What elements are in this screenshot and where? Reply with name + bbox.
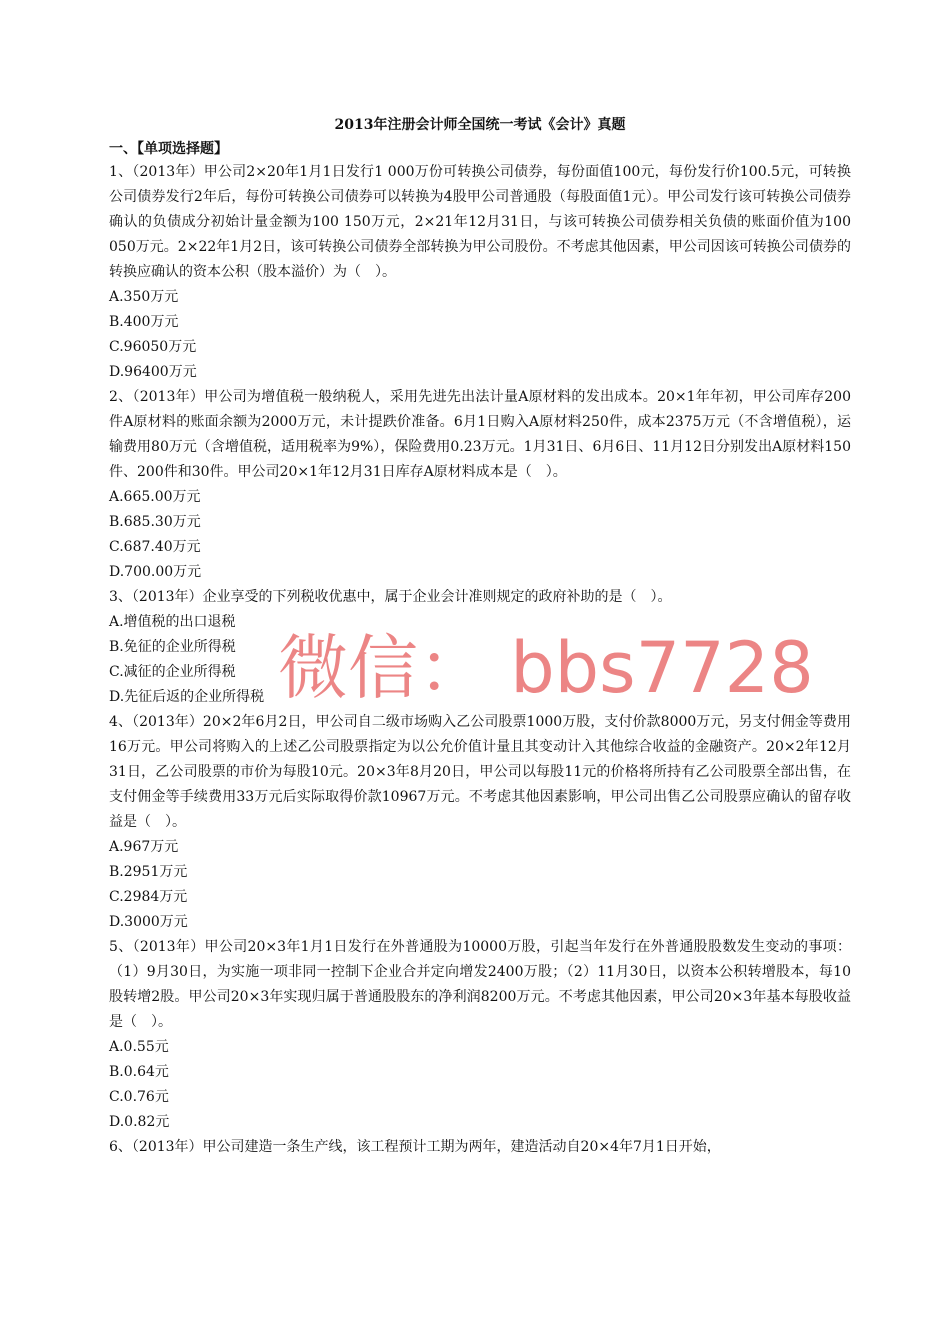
question-1 [109, 160, 851, 385]
option-b: B.400万元 [109, 314, 179, 330]
watermark: 微信： bbs7728 [278, 627, 814, 709]
option-a: A.增值税的出口退税 [109, 614, 236, 630]
question-text: 4、（2013年）20×2年6月2日，甲公司自二级市场购入乙公司股票1000万股，支付价款8000万元，另支付佣金等费用16万元。甲公司将购入的上述乙公司股票指定为以公允价值计量且其变动计入其他综合收益的金融资产。20×2年12月31日，乙公司股票的市价为每股10元。20×3年8月20日，甲公司以每股11元的价格将所持有乙公司股票全部出售，在支付佣金等手续费用33万元后实际取得价款10967万元。不考虑其他因素影响，甲公司出售乙公司股票应确认的留存收益是（ ）。 [109, 714, 851, 830]
question-4 [109, 710, 851, 935]
option-b: B.免征的企业所得税 [109, 639, 236, 655]
question-3 [109, 585, 851, 710]
document-page [109, 113, 851, 1160]
option-a: A.350万元 [109, 289, 179, 305]
option-b: B.685.30万元 [109, 514, 201, 530]
question-text: 3、（2013年）企业享受的下列税收优惠中，属于企业会计准则规定的政府补助的是（ ）。 [109, 589, 672, 605]
option-c: C.96050万元 [109, 339, 197, 355]
section-heading: 一、【单项选择题】 [109, 141, 228, 157]
option-a: A.665.00万元 [109, 489, 201, 505]
option-d: D.先征后返的企业所得税 [109, 689, 265, 705]
question-text: 2、（2013年）甲公司为增值税一般纳税人，采用先进先出法计量A原材料的发出成本。20×1年年初，甲公司库存200件A原材料的账面余额为2000万元，未计提跌价准备。6月1日购入A原材料250件，成本2375万元（不含增值税），运输费用80万元（含增值税，适用税率为9%），保险费用0.23万元。1月31日、6月6日、11月12日分别发出A原材料150件、200件和30件。甲公司20×1年12月31日库存A原材料成本是（ ）。 [109, 389, 851, 480]
option-b: B.0.64元 [109, 1064, 169, 1080]
question-2 [109, 385, 851, 585]
option-c: C.2984万元 [109, 889, 188, 905]
option-d: D.700.00万元 [109, 564, 202, 580]
option-b: B.2951万元 [109, 864, 188, 880]
option-a: A.0.55元 [109, 1039, 169, 1055]
question-5 [109, 935, 851, 1135]
option-c: C.0.76元 [109, 1089, 169, 1105]
option-d: D.0.82元 [109, 1114, 170, 1130]
page-title: 2013年注册会计师全国统一考试《会计》真题 [334, 117, 626, 133]
option-a: A.967万元 [109, 839, 179, 855]
question-text: 6、（2013年）甲公司建造一条生产线，该工程预计工期为两年，建造活动自20×4年7月1日开始， [109, 1139, 721, 1155]
question-text: 5、（2013年）甲公司20×3年1月1日发行在外普通股为10000万股，引起当年发行在外普通股股数发生变动的事项：（1）9月30日，为实施一项非同一控制下企业合并定向增发2400万股；（2）11月30日，以资本公积转增股本，每10股转增2股。甲公司20×3年实现归属于普通股股东的净利润8200万元。不考虑其他因素，甲公司20×3年基本每股收益是（ ）。 [109, 939, 851, 1030]
option-c: C.687.40万元 [109, 539, 201, 555]
option-c: C.减征的企业所得税 [109, 664, 236, 680]
question-6 [109, 1135, 851, 1160]
option-d: D.96400万元 [109, 364, 197, 380]
question-text: 1、（2013年）甲公司2×20年1月1日发行1 000万份可转换公司债券，每份面值100元，每份发行价100.5元，可转换公司债券发行2年后，每份可转换公司债券可以转换为4股甲公司普通股（每股面值1元）。甲公司发行该可转换公司债券确认的负债成分初始计量金额为100 150万元，2×21年12月31日，与该可转换公司债券相关负债的账面价值为100 050万元。2×22年1月2日，该可转换公司债券全部转换为甲公司股份。不考虑其他因素，甲公司因该可转换公司债券的转换应确认的资本公积（股本溢价）为（ ）。 [109, 164, 851, 280]
option-d: D.3000万元 [109, 914, 188, 930]
